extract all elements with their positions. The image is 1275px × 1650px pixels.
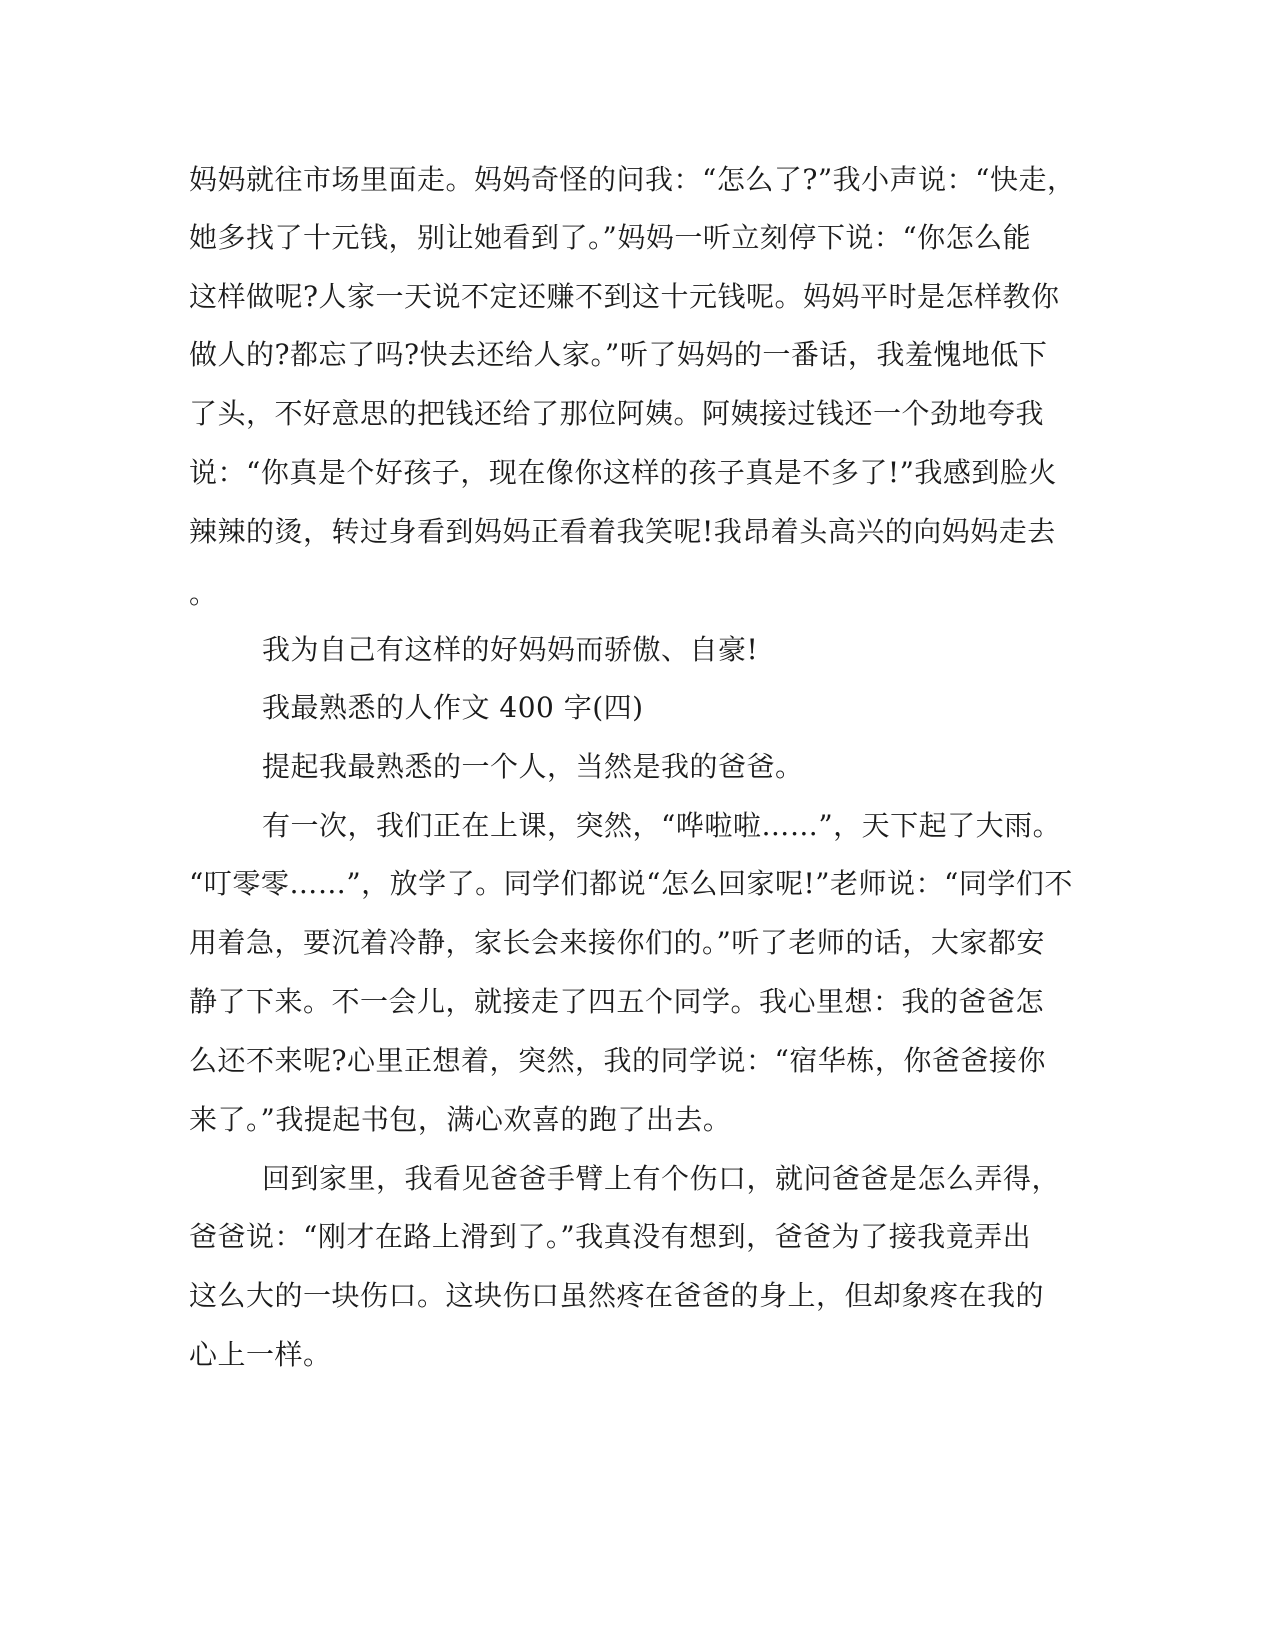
text-line: 辣辣的烫，转过身看到妈妈正看着我笑呢!我昂着头高兴的向妈妈走去: [189, 515, 1056, 548]
text-line: 她多找了十元钱，别让她看到了。”妈妈一听立刻停下说：“你怎么能: [189, 221, 1032, 254]
text-line: 这样做呢?人家一天说不定还赚不到这十元钱呢。妈妈平时是怎样教你: [189, 280, 1060, 313]
text-line: 回到家里，我看见爸爸手臂上有个伤口，就问爸爸是怎么弄得，: [262, 1162, 1061, 1195]
text-line: 么还不来呢?心里正想着，突然，我的同学说：“宿华栋，你爸爸接你: [189, 1044, 1046, 1077]
text-line: 做人的?都忘了吗?快去还给人家。”听了妈妈的一番话，我羞愧地低下: [189, 338, 1048, 371]
text-line: 爸爸说：“刚才在路上滑到了。”我真没有想到，爸爸为了接我竟弄出: [189, 1220, 1032, 1253]
text-line: 提起我最熟悉的一个人，当然是我的爸爸。: [262, 750, 804, 783]
text-line: 妈妈就往市场里面走。妈妈奇怪的问我：“怎么了?”我小声说：“快走，: [189, 163, 1076, 196]
text-line: 说：“你真是个好孩子，现在像你这样的孩子真是不多了!”我感到脸火: [189, 456, 1057, 489]
text-line: 有一次，我们正在上课，突然，“哗啦啦……”，天下起了大雨。: [262, 809, 1062, 842]
text-line: 这么大的一块伤口。这块伤口虽然疼在爸爸的身上，但却象疼在我的: [189, 1279, 1045, 1312]
text-line: 。: [189, 577, 218, 610]
text-line: 用着急，要沉着冷静，家长会来接你们的。”听了老师的话，大家都安: [189, 926, 1045, 959]
text-line: 我为自己有这样的好妈妈而骄傲、自豪!: [262, 633, 759, 666]
section-heading: 我最熟悉的人作文 400 字(四): [262, 691, 644, 724]
text-line: 静了下来。不一会儿，就接走了四五个同学。我心里想：我的爸爸怎: [189, 985, 1045, 1018]
text-line: 心上一样。: [189, 1338, 332, 1371]
text-line: 了头，不好意思的把钱还给了那位阿姨。阿姨接过钱还一个劲地夸我: [189, 397, 1045, 430]
text-line: “叮零零……”，放学了。同学们都说“怎么回家呢!”老师说：“同学们不: [189, 867, 1073, 900]
text-line: 来了。”我提起书包，满心欢喜的跑了出去。: [189, 1103, 732, 1136]
